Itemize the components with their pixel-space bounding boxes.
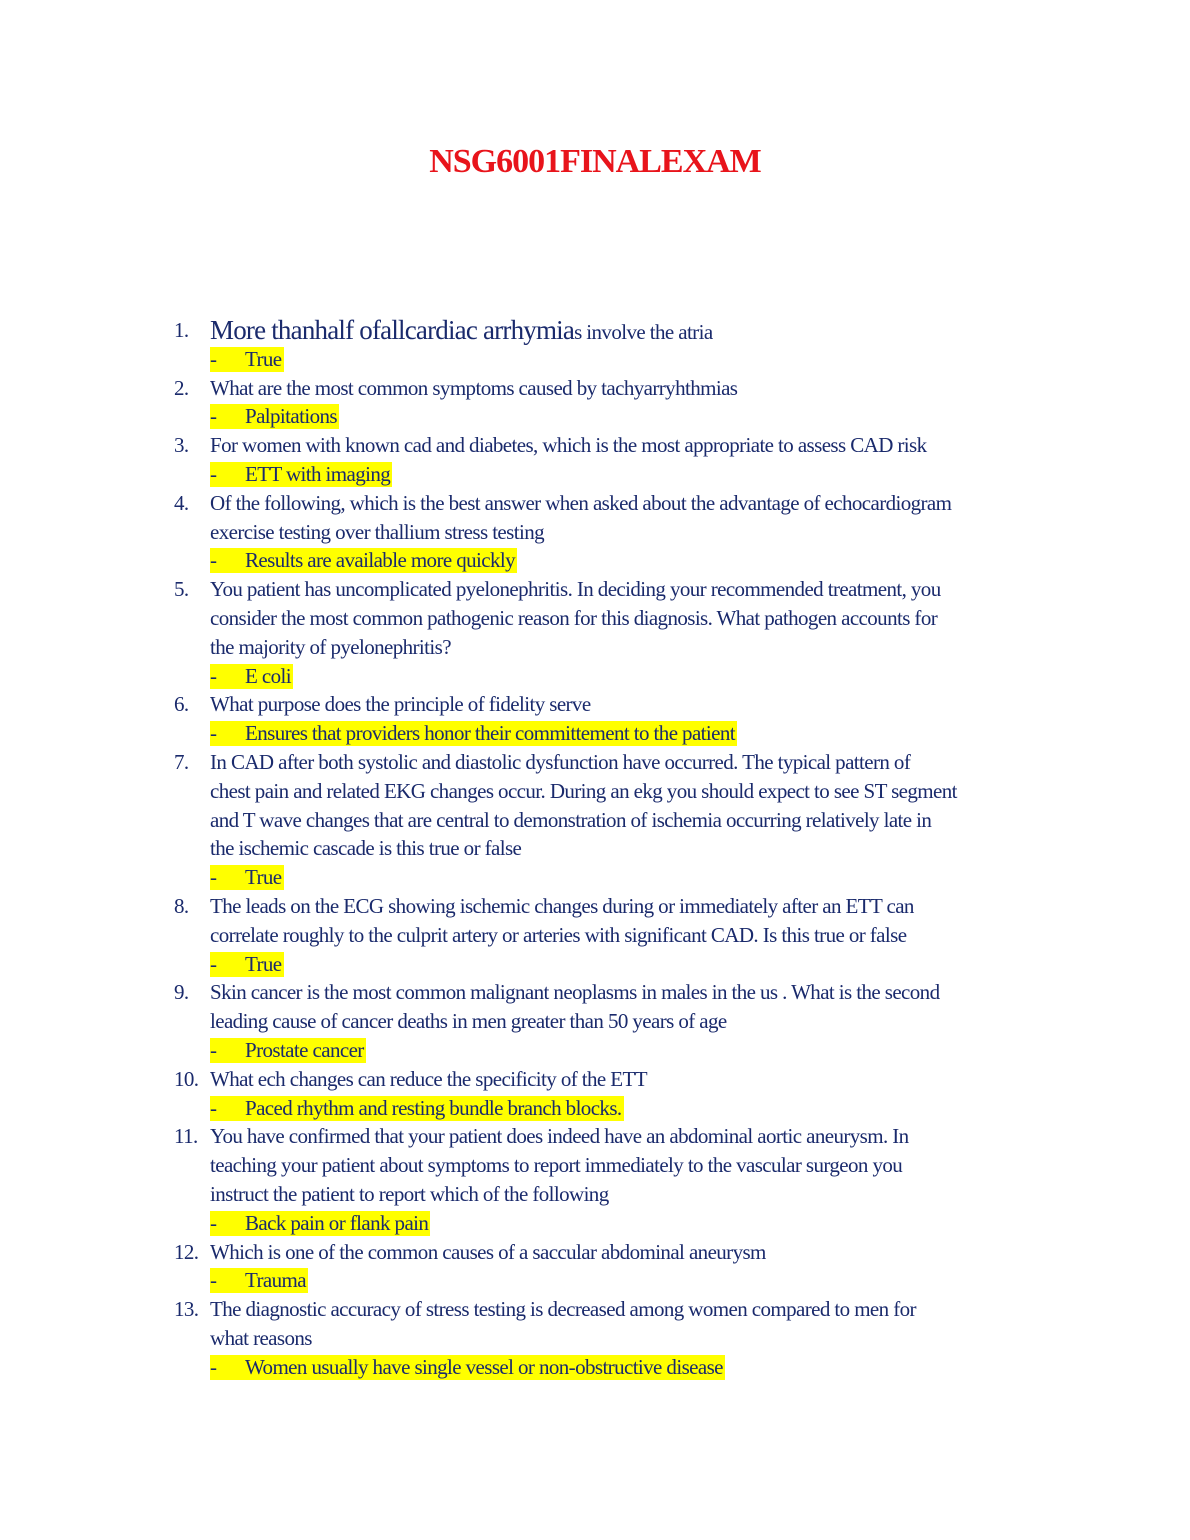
question-item	[0, 892, 1190, 978]
highlighted-answer	[210, 1268, 308, 1293]
question-line	[0, 1007, 1190, 1036]
highlighted-answer	[210, 1211, 430, 1236]
question-text: Which is one of the common causes of a saccular abdominal aneurysm	[210, 1239, 766, 1264]
question-text: Skin cancer is the most common malignant neoplasms in males in the us . What is the second	[210, 980, 940, 1005]
answer-dash: -	[210, 346, 217, 371]
answer-dash: -	[210, 548, 217, 573]
question-text: teaching your patient about symptoms to report immediately to the vascular surgeon you	[210, 1153, 903, 1178]
answer-dash: -	[210, 1210, 217, 1235]
answer-line	[0, 1094, 1190, 1123]
question-line	[0, 1238, 1190, 1267]
answer-dash: -	[210, 1095, 217, 1120]
highlighted-answer	[210, 548, 517, 573]
highlighted-answer	[210, 1038, 366, 1063]
highlighted-answer	[210, 462, 392, 487]
question-number: 4.	[174, 490, 189, 515]
highlighted-answer	[210, 1096, 624, 1121]
question-text: leading cause of cancer deaths in men greater than 50 years of age	[210, 1009, 727, 1034]
question-line	[0, 748, 1190, 777]
answer-line	[0, 863, 1190, 892]
answer-dash: -	[210, 1268, 217, 1293]
question-list	[0, 316, 1190, 1381]
question-number: 6.	[174, 692, 189, 717]
question-text: You have confirmed that your patient does indeed have an abdominal aortic aneurysm. In	[210, 1124, 909, 1149]
highlighted-answer	[210, 1355, 725, 1380]
answer-line	[0, 1266, 1190, 1295]
question-item	[0, 1122, 1190, 1237]
answer-dash: -	[210, 1037, 217, 1062]
question-line	[0, 1295, 1190, 1324]
answer-dash: -	[210, 721, 217, 746]
question-number: 11.	[174, 1124, 198, 1149]
answer-line	[0, 402, 1190, 431]
question-number: 8.	[174, 893, 189, 918]
question-line	[0, 834, 1190, 863]
highlighted-answer	[210, 664, 293, 689]
question-line	[0, 316, 1190, 345]
question-text: Of the following, which is the best answer when asked about the advantage of echocardiogram	[210, 490, 952, 515]
question-number: 12.	[174, 1239, 199, 1264]
highlighted-answer	[210, 721, 737, 746]
question-item	[0, 374, 1190, 432]
answer-text: Trauma	[245, 1268, 306, 1293]
answer-dash: -	[210, 1354, 217, 1379]
question-text: what reasons	[210, 1325, 312, 1350]
answer-dash: -	[210, 865, 217, 890]
question-line	[0, 604, 1190, 633]
question-text	[210, 316, 1070, 347]
question-line	[0, 518, 1190, 547]
question-number: 5.	[174, 577, 189, 602]
question-text: What ech changes can reduce the specificity of the ETT	[210, 1066, 647, 1091]
question-line	[0, 921, 1190, 950]
question-item	[0, 431, 1190, 489]
question-line	[0, 1151, 1190, 1180]
question-text: instruct the patient to report which of the following	[210, 1181, 609, 1206]
question-line	[0, 777, 1190, 806]
question-text: The diagnostic accuracy of stress testing is decreased among women compared to men for	[210, 1297, 916, 1322]
answer-dash: -	[210, 663, 217, 688]
answer-line	[0, 546, 1190, 575]
question-item	[0, 748, 1190, 892]
answer-line	[0, 460, 1190, 489]
question-item	[0, 575, 1190, 690]
question-text-large: More thanhalf ofallcardiac arrhymia	[210, 315, 575, 345]
question-text: correlate roughly to the culprit artery or arteries with significant CAD. Is this true or false	[210, 922, 907, 947]
answer-line	[0, 1353, 1190, 1382]
question-line	[0, 892, 1190, 921]
answer-line	[0, 1036, 1190, 1065]
answer-dash: -	[210, 404, 217, 429]
question-line	[0, 575, 1190, 604]
question-item	[0, 489, 1190, 575]
document-title: NSG6001FINALEXAM	[429, 143, 761, 180]
highlighted-answer	[210, 347, 284, 372]
question-line	[0, 374, 1190, 403]
question-line	[0, 978, 1190, 1007]
answer-dash: -	[210, 461, 217, 486]
question-number: 1.	[174, 318, 189, 342]
answer-line	[0, 662, 1190, 691]
question-text: What are the most common symptoms caused by tachyarryhthmias	[210, 375, 738, 400]
answer-line	[0, 345, 1190, 374]
answer-text: Results are available more quickly	[245, 548, 516, 573]
question-text-small: s involve the atria	[574, 320, 713, 344]
question-text: exercise testing over thallium stress testing	[210, 519, 544, 544]
highlighted-answer	[210, 404, 339, 429]
question-item	[0, 690, 1190, 748]
question-text: and T wave changes that are central to demonstration of ischemia occurring relatively late in	[210, 807, 932, 832]
question-item	[0, 316, 1190, 374]
question-line	[0, 1324, 1190, 1353]
question-text: the ischemic cascade is this true or false	[210, 836, 522, 861]
answer-text: Paced rhythm and resting bundle branch blocks.	[245, 1095, 622, 1120]
question-number: 9.	[174, 980, 189, 1005]
answer-text: Back pain or flank pain	[245, 1210, 429, 1235]
answer-text: True	[245, 865, 282, 890]
answer-text: Palpitations	[245, 404, 337, 429]
question-number: 3.	[174, 433, 189, 458]
question-text: You patient has uncomplicated pyelonephritis. In deciding your recommended treatment, you	[210, 577, 941, 602]
answer-line	[0, 1209, 1190, 1238]
highlighted-answer	[210, 952, 284, 977]
question-item	[0, 1065, 1190, 1123]
question-text: The leads on the ECG showing ischemic changes during or immediately after an ETT can	[210, 893, 914, 918]
answer-text: Women usually have single vessel or non-obstructive disease	[245, 1354, 723, 1379]
question-line	[0, 1065, 1190, 1094]
answer-text: True	[245, 951, 282, 976]
answer-line	[0, 719, 1190, 748]
question-text: What purpose does the principle of fidelity serve	[210, 692, 591, 717]
question-number: 7.	[174, 749, 189, 774]
question-text: In CAD after both systolic and diastolic dysfunction have occurred. The typical pattern of	[210, 749, 911, 774]
answer-line	[0, 950, 1190, 979]
question-number: 10.	[174, 1066, 199, 1091]
question-text: For women with known cad and diabetes, which is the most appropriate to assess CAD risk	[210, 433, 927, 458]
answer-text: ETT with imaging	[245, 461, 391, 486]
question-line	[0, 1122, 1190, 1151]
answer-text: E coli	[245, 663, 291, 688]
question-number: 2.	[174, 375, 189, 400]
question-item	[0, 978, 1190, 1064]
answer-text: Ensures that providers honor their committement to the patient	[245, 721, 736, 746]
question-item	[0, 1295, 1190, 1381]
question-line	[0, 489, 1190, 518]
question-text: chest pain and related EKG changes occur. During an ekg you should expect to see ST segment	[210, 778, 957, 803]
question-line	[0, 431, 1190, 460]
question-line	[0, 633, 1190, 662]
question-number: 13.	[174, 1297, 199, 1322]
question-item	[0, 1238, 1190, 1296]
answer-text: True	[245, 346, 282, 371]
answer-dash: -	[210, 951, 217, 976]
question-line	[0, 690, 1190, 719]
answer-text: Prostate cancer	[245, 1037, 364, 1062]
question-line	[0, 806, 1190, 835]
highlighted-answer	[210, 865, 284, 890]
question-text: consider the most common pathogenic reason for this diagnosis. What pathogen accounts for	[210, 605, 938, 630]
question-text: the majority of pyelonephritis?	[210, 634, 451, 659]
question-line	[0, 1180, 1190, 1209]
